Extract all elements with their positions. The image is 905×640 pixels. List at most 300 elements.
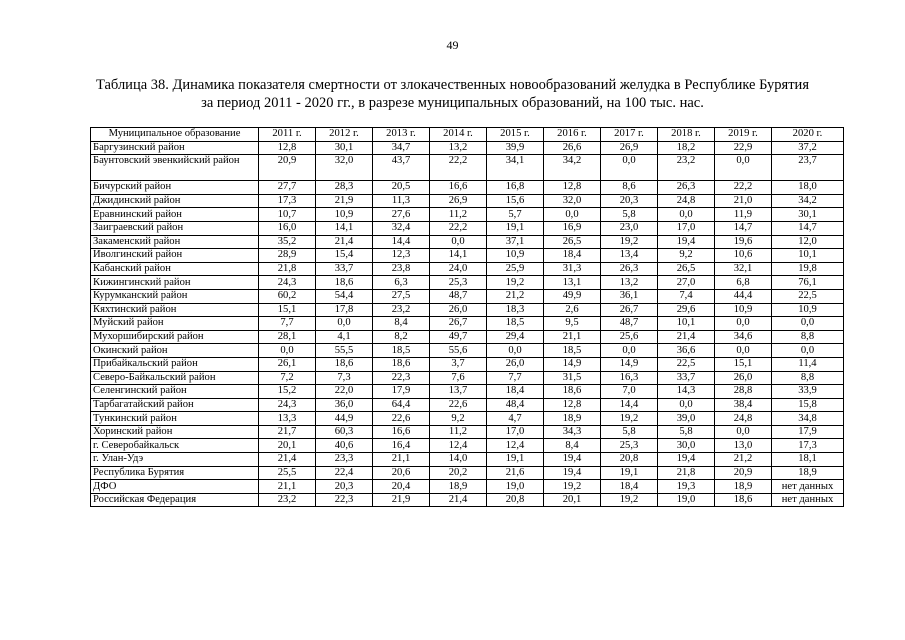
table-row — [91, 194, 844, 208]
mortality-value-cell: 34,1 — [487, 155, 544, 181]
mortality-value-cell: 22,2 — [430, 155, 487, 181]
mortality-value-cell: 19,2 — [601, 412, 658, 426]
mortality-value-cell: 18,4 — [544, 249, 601, 263]
mortality-value-cell: 7,7 — [259, 317, 316, 331]
table-row — [91, 208, 844, 222]
mortality-value-cell: 7,4 — [658, 289, 715, 303]
mortality-value-cell: 39,9 — [487, 141, 544, 155]
column-header-year: 2020 г. — [772, 128, 844, 142]
mortality-value-cell: 23,2 — [259, 493, 316, 507]
mortality-value-cell: 9,2 — [658, 249, 715, 263]
mortality-value-cell: 18,0 — [772, 181, 844, 195]
municipality-name-cell: Республика Бурятия — [91, 466, 259, 480]
mortality-value-cell: 0,0 — [715, 425, 772, 439]
mortality-value-cell: 22,5 — [658, 357, 715, 371]
mortality-value-cell: 26,0 — [715, 371, 772, 385]
mortality-value-cell: 20,3 — [601, 194, 658, 208]
mortality-value-cell: 48,7 — [601, 317, 658, 331]
mortality-value-cell: 5,8 — [601, 425, 658, 439]
mortality-value-cell: 19,2 — [601, 235, 658, 249]
mortality-value-cell: 26,3 — [601, 262, 658, 276]
mortality-value-cell: 48,4 — [487, 398, 544, 412]
mortality-value-cell: 37,1 — [487, 235, 544, 249]
mortality-value-cell: 18,2 — [658, 141, 715, 155]
mortality-value-cell: 13,1 — [544, 276, 601, 290]
table-row — [91, 317, 844, 331]
table-row — [91, 466, 844, 480]
mortality-value-cell: 36,0 — [316, 398, 373, 412]
column-header-year: 2013 г. — [373, 128, 430, 142]
page-number: 49 — [446, 38, 459, 52]
mortality-value-cell: 19,1 — [601, 466, 658, 480]
mortality-value-cell: 18,4 — [487, 385, 544, 399]
mortality-value-cell: 48,7 — [430, 289, 487, 303]
mortality-value-cell: 25,3 — [430, 276, 487, 290]
mortality-value-cell: 14,3 — [658, 385, 715, 399]
mortality-value-cell: 6,8 — [715, 276, 772, 290]
table-caption — [60, 76, 845, 112]
mortality-value-cell: 17,9 — [373, 385, 430, 399]
mortality-value-cell: 14,4 — [601, 398, 658, 412]
mortality-value-cell: 55,6 — [430, 344, 487, 358]
mortality-value-cell: 19,2 — [487, 276, 544, 290]
municipality-name-cell: Закаменский район — [91, 235, 259, 249]
table-row — [91, 330, 844, 344]
table-row — [91, 155, 844, 181]
mortality-value-cell: 22,3 — [373, 371, 430, 385]
mortality-table — [90, 127, 844, 507]
column-header-year: 2014 г. — [430, 128, 487, 142]
municipality-name-cell: Бичурский район — [91, 181, 259, 195]
mortality-value-cell: 21,4 — [430, 493, 487, 507]
mortality-value-cell: 28,9 — [259, 249, 316, 263]
mortality-value-cell: 34,2 — [544, 155, 601, 181]
mortality-value-cell: 32,1 — [715, 262, 772, 276]
mortality-value-cell: 23,2 — [373, 303, 430, 317]
column-header-year: 2018 г. — [658, 128, 715, 142]
mortality-value-cell: 38,4 — [715, 398, 772, 412]
mortality-value-cell: 10,1 — [658, 317, 715, 331]
mortality-value-cell: 8,6 — [601, 181, 658, 195]
caption-line-2: за период 2011 - 2020 гг., в разрезе муниципальных образований, на 100 тыс. нас. — [201, 95, 704, 111]
table-row — [91, 425, 844, 439]
mortality-value-cell: 21,0 — [715, 194, 772, 208]
mortality-value-cell: 5,8 — [658, 425, 715, 439]
mortality-value-cell: 16,3 — [601, 371, 658, 385]
mortality-value-cell: 7,0 — [601, 385, 658, 399]
mortality-value-cell: 13,3 — [259, 412, 316, 426]
mortality-value-cell: 24,3 — [259, 398, 316, 412]
mortality-value-cell: 76,1 — [772, 276, 844, 290]
municipality-name-cell: Кабанский район — [91, 262, 259, 276]
mortality-value-cell: 24,3 — [259, 276, 316, 290]
mortality-value-cell: 18,9 — [715, 480, 772, 494]
municipality-name-cell: Еравнинский район — [91, 208, 259, 222]
mortality-value-cell: 13,0 — [715, 439, 772, 453]
mortality-value-cell: 18,5 — [373, 344, 430, 358]
mortality-value-cell: 22,2 — [430, 221, 487, 235]
mortality-value-cell: 17,9 — [772, 425, 844, 439]
municipality-name-cell: Прибайкальский район — [91, 357, 259, 371]
mortality-value-cell: 18,4 — [601, 480, 658, 494]
mortality-value-cell: 21,8 — [658, 466, 715, 480]
mortality-value-cell: 14,1 — [316, 221, 373, 235]
mortality-value-cell: 2,6 — [544, 303, 601, 317]
mortality-value-cell: 18,6 — [715, 493, 772, 507]
mortality-value-cell: 20,9 — [259, 155, 316, 181]
table-row — [91, 221, 844, 235]
column-header-year: 2019 г. — [715, 128, 772, 142]
mortality-value-cell: 49,9 — [544, 289, 601, 303]
mortality-value-cell: 21,4 — [658, 330, 715, 344]
mortality-value-cell: 28,8 — [715, 385, 772, 399]
mortality-value-cell: 21,4 — [259, 453, 316, 467]
mortality-value-cell: 17,0 — [658, 221, 715, 235]
column-header-year: 2012 г. — [316, 128, 373, 142]
mortality-value-cell: 23,0 — [601, 221, 658, 235]
mortality-value-cell: 19,6 — [715, 235, 772, 249]
table-row — [91, 235, 844, 249]
mortality-value-cell: 10,9 — [715, 303, 772, 317]
municipality-name-cell: Хоринский район — [91, 425, 259, 439]
mortality-value-cell: 6,3 — [373, 276, 430, 290]
mortality-value-cell: 16,4 — [373, 439, 430, 453]
mortality-value-cell: 32,0 — [544, 194, 601, 208]
municipality-name-cell: Тарбагатайский район — [91, 398, 259, 412]
mortality-value-cell: 22,9 — [715, 141, 772, 155]
mortality-value-cell: 11,2 — [430, 208, 487, 222]
mortality-value-cell: 34,8 — [772, 412, 844, 426]
mortality-value-cell: 8,8 — [772, 371, 844, 385]
mortality-value-cell: 12,4 — [487, 439, 544, 453]
mortality-value-cell: 20,5 — [373, 181, 430, 195]
municipality-name-cell: Окинский район — [91, 344, 259, 358]
mortality-value-cell: 22,6 — [373, 412, 430, 426]
mortality-value-cell: 0,0 — [316, 317, 373, 331]
mortality-value-cell: 9,5 — [544, 317, 601, 331]
table-row — [91, 276, 844, 290]
mortality-value-cell: 24,8 — [658, 194, 715, 208]
mortality-value-cell: нет данных — [772, 480, 844, 494]
mortality-value-cell: 20,8 — [487, 493, 544, 507]
mortality-value-cell: 13,7 — [430, 385, 487, 399]
municipality-name-cell: Муйский район — [91, 317, 259, 331]
mortality-value-cell: 14,7 — [772, 221, 844, 235]
mortality-value-cell: 18,1 — [772, 453, 844, 467]
mortality-value-cell: 28,1 — [259, 330, 316, 344]
mortality-value-cell: 40,6 — [316, 439, 373, 453]
mortality-value-cell: 44,4 — [715, 289, 772, 303]
mortality-value-cell: 27,0 — [658, 276, 715, 290]
mortality-value-cell: 0,0 — [601, 155, 658, 181]
table-row — [91, 344, 844, 358]
mortality-value-cell: 23,7 — [772, 155, 844, 181]
mortality-value-cell: 18,6 — [316, 276, 373, 290]
mortality-value-cell: 12,8 — [544, 398, 601, 412]
municipality-name-cell: Иволгинский район — [91, 249, 259, 263]
mortality-value-cell: 20,1 — [259, 439, 316, 453]
mortality-value-cell: 9,2 — [430, 412, 487, 426]
mortality-value-cell: 18,6 — [373, 357, 430, 371]
mortality-value-cell: 4,7 — [487, 412, 544, 426]
column-header-year: 2011 г. — [259, 128, 316, 142]
mortality-value-cell: 16,0 — [259, 221, 316, 235]
municipality-name-cell: Баунтовский эвенкийский район — [91, 155, 259, 181]
mortality-value-cell: 14,4 — [373, 235, 430, 249]
table-row — [91, 385, 844, 399]
mortality-value-cell: 21,9 — [373, 493, 430, 507]
mortality-value-cell: 15,1 — [259, 303, 316, 317]
mortality-value-cell: 21,7 — [259, 425, 316, 439]
mortality-value-cell: 12,0 — [772, 235, 844, 249]
mortality-value-cell: 8,4 — [544, 439, 601, 453]
table-row — [91, 398, 844, 412]
mortality-value-cell: 15,1 — [715, 357, 772, 371]
mortality-value-cell: 27,5 — [373, 289, 430, 303]
mortality-value-cell: 19,0 — [487, 480, 544, 494]
municipality-name-cell: Мухоршибирский район — [91, 330, 259, 344]
mortality-value-cell: 7,2 — [259, 371, 316, 385]
mortality-value-cell: 55,5 — [316, 344, 373, 358]
mortality-value-cell: 0,0 — [259, 344, 316, 358]
municipality-name-cell: Курумканский район — [91, 289, 259, 303]
mortality-value-cell: 20,3 — [316, 480, 373, 494]
mortality-value-cell: 30,1 — [772, 208, 844, 222]
mortality-value-cell: 5,7 — [487, 208, 544, 222]
mortality-value-cell: 19,2 — [601, 493, 658, 507]
municipality-name-cell: Джидинский район — [91, 194, 259, 208]
mortality-value-cell: 21,8 — [259, 262, 316, 276]
mortality-value-cell: 21,2 — [487, 289, 544, 303]
mortality-value-cell: 8,2 — [373, 330, 430, 344]
mortality-value-cell: 26,5 — [544, 235, 601, 249]
mortality-value-cell: 34,2 — [772, 194, 844, 208]
mortality-value-cell: 18,6 — [544, 385, 601, 399]
mortality-value-cell: 20,6 — [373, 466, 430, 480]
mortality-value-cell: 35,2 — [259, 235, 316, 249]
mortality-value-cell: 11,3 — [373, 194, 430, 208]
mortality-value-cell: 19,4 — [544, 466, 601, 480]
mortality-value-cell: 0,0 — [487, 344, 544, 358]
table-row — [91, 453, 844, 467]
table-row — [91, 289, 844, 303]
mortality-value-cell: 16,6 — [430, 181, 487, 195]
mortality-value-cell: 19,0 — [658, 493, 715, 507]
mortality-value-cell: 60,2 — [259, 289, 316, 303]
mortality-value-cell: 28,3 — [316, 181, 373, 195]
mortality-value-cell: 22,0 — [316, 385, 373, 399]
mortality-value-cell: 0,0 — [544, 208, 601, 222]
mortality-value-cell: 16,9 — [544, 221, 601, 235]
mortality-value-cell: 23,8 — [373, 262, 430, 276]
mortality-value-cell: 15,8 — [772, 398, 844, 412]
mortality-value-cell: 4,1 — [316, 330, 373, 344]
mortality-value-cell: 18,9 — [544, 412, 601, 426]
mortality-value-cell: 12,8 — [259, 141, 316, 155]
mortality-value-cell: 21,6 — [487, 466, 544, 480]
municipality-name-cell: Российская Федерация — [91, 493, 259, 507]
mortality-value-cell: 33,7 — [658, 371, 715, 385]
mortality-value-cell: 17,3 — [259, 194, 316, 208]
mortality-value-cell: 13,2 — [601, 276, 658, 290]
mortality-value-cell: 0,0 — [601, 344, 658, 358]
mortality-value-cell: 26,1 — [259, 357, 316, 371]
mortality-value-cell: нет данных — [772, 493, 844, 507]
mortality-value-cell: 26,0 — [430, 303, 487, 317]
mortality-value-cell: 0,0 — [772, 344, 844, 358]
mortality-value-cell: 13,2 — [430, 141, 487, 155]
mortality-value-cell: 20,1 — [544, 493, 601, 507]
mortality-value-cell: 22,5 — [772, 289, 844, 303]
mortality-value-cell: 16,6 — [373, 425, 430, 439]
table-row — [91, 371, 844, 385]
mortality-value-cell: 12,8 — [544, 181, 601, 195]
mortality-value-cell: 12,4 — [430, 439, 487, 453]
mortality-value-cell: 25,3 — [601, 439, 658, 453]
mortality-value-cell: 7,3 — [316, 371, 373, 385]
mortality-value-cell: 20,4 — [373, 480, 430, 494]
municipality-name-cell: ДФО — [91, 480, 259, 494]
mortality-value-cell: 19,4 — [544, 453, 601, 467]
mortality-value-cell: 21,1 — [544, 330, 601, 344]
mortality-value-cell: 24,8 — [715, 412, 772, 426]
mortality-value-cell: 10,9 — [316, 208, 373, 222]
municipality-name-cell: Кяхтинский район — [91, 303, 259, 317]
mortality-value-cell: 8,8 — [772, 330, 844, 344]
mortality-value-cell: 31,3 — [544, 262, 601, 276]
municipality-name-cell: Северо-Байкальский район — [91, 371, 259, 385]
table-row — [91, 480, 844, 494]
mortality-value-cell: 13,4 — [601, 249, 658, 263]
mortality-value-cell: 21,4 — [316, 235, 373, 249]
mortality-value-cell: 37,2 — [772, 141, 844, 155]
mortality-value-cell: 33,7 — [316, 262, 373, 276]
mortality-value-cell: 19,4 — [658, 235, 715, 249]
mortality-value-cell: 23,3 — [316, 453, 373, 467]
mortality-value-cell: 17,0 — [487, 425, 544, 439]
municipality-name-cell: г. Северобайкальск — [91, 439, 259, 453]
mortality-value-cell: 10,7 — [259, 208, 316, 222]
caption-line-1: Таблица 38. Динамика показателя смертности от злокачественных новообразований желудка в Республике Бурятия — [96, 77, 809, 93]
mortality-value-cell: 10,6 — [715, 249, 772, 263]
mortality-value-cell: 14,9 — [544, 357, 601, 371]
mortality-value-cell: 12,3 — [373, 249, 430, 263]
mortality-value-cell: 23,2 — [658, 155, 715, 181]
mortality-value-cell: 0,0 — [715, 344, 772, 358]
mortality-value-cell: 31,5 — [544, 371, 601, 385]
table-row — [91, 141, 844, 155]
mortality-value-cell: 22,3 — [316, 493, 373, 507]
mortality-value-cell: 20,9 — [715, 466, 772, 480]
mortality-value-cell: 60,3 — [316, 425, 373, 439]
mortality-value-cell: 18,5 — [544, 344, 601, 358]
mortality-value-cell: 19,4 — [658, 453, 715, 467]
table-row — [91, 249, 844, 263]
municipality-name-cell: г. Улан-Удэ — [91, 453, 259, 467]
mortality-value-cell: 26,3 — [658, 181, 715, 195]
mortality-value-cell: 11,2 — [430, 425, 487, 439]
mortality-value-cell: 24,0 — [430, 262, 487, 276]
mortality-value-cell: 8,4 — [373, 317, 430, 331]
mortality-value-cell: 0,0 — [715, 317, 772, 331]
mortality-value-cell: 5,8 — [601, 208, 658, 222]
mortality-value-cell: 34,6 — [715, 330, 772, 344]
mortality-value-cell: 21,2 — [715, 453, 772, 467]
municipality-name-cell: Селенгинский район — [91, 385, 259, 399]
mortality-value-cell: 20,2 — [430, 466, 487, 480]
municipality-name-cell: Кижингинский район — [91, 276, 259, 290]
mortality-value-cell: 39,0 — [658, 412, 715, 426]
table-row — [91, 493, 844, 507]
mortality-value-cell: 0,0 — [772, 317, 844, 331]
column-header-year: 2017 г. — [601, 128, 658, 142]
mortality-value-cell: 14,7 — [715, 221, 772, 235]
column-header-year: 2016 г. — [544, 128, 601, 142]
mortality-value-cell: 49,7 — [430, 330, 487, 344]
mortality-value-cell: 34,3 — [544, 425, 601, 439]
mortality-value-cell: 19,8 — [772, 262, 844, 276]
table-row — [91, 181, 844, 195]
mortality-value-cell: 17,8 — [316, 303, 373, 317]
mortality-value-cell: 16,8 — [487, 181, 544, 195]
mortality-value-cell: 26,7 — [601, 303, 658, 317]
mortality-value-cell: 17,3 — [772, 439, 844, 453]
mortality-value-cell: 36,6 — [658, 344, 715, 358]
mortality-value-cell: 14,1 — [430, 249, 487, 263]
mortality-value-cell: 25,9 — [487, 262, 544, 276]
table-body — [91, 141, 844, 507]
mortality-value-cell: 26,9 — [430, 194, 487, 208]
mortality-value-cell: 10,9 — [487, 249, 544, 263]
mortality-value-cell: 18,9 — [430, 480, 487, 494]
mortality-value-cell: 7,7 — [487, 371, 544, 385]
mortality-value-cell: 0,0 — [658, 398, 715, 412]
mortality-value-cell: 26,0 — [487, 357, 544, 371]
mortality-value-cell: 3,7 — [430, 357, 487, 371]
column-header-municipality: Муниципальное образование — [91, 128, 259, 142]
municipality-name-cell: Баргузинский район — [91, 141, 259, 155]
mortality-value-cell: 43,7 — [373, 155, 430, 181]
mortality-value-cell: 27,6 — [373, 208, 430, 222]
mortality-value-cell: 10,9 — [772, 303, 844, 317]
mortality-value-cell: 26,6 — [544, 141, 601, 155]
mortality-value-cell: 18,5 — [487, 317, 544, 331]
table-row — [91, 357, 844, 371]
mortality-value-cell: 19,1 — [487, 453, 544, 467]
mortality-value-cell: 25,6 — [601, 330, 658, 344]
table-header — [91, 128, 844, 142]
mortality-value-cell: 15,2 — [259, 385, 316, 399]
municipality-name-cell: Тункинский район — [91, 412, 259, 426]
municipality-name-cell: Заиграевский район — [91, 221, 259, 235]
mortality-value-cell: 30,0 — [658, 439, 715, 453]
mortality-value-cell: 10,1 — [772, 249, 844, 263]
mortality-value-cell: 18,3 — [487, 303, 544, 317]
table-row — [91, 262, 844, 276]
mortality-value-cell: 22,2 — [715, 181, 772, 195]
mortality-value-cell: 27,7 — [259, 181, 316, 195]
mortality-value-cell: 64,4 — [373, 398, 430, 412]
mortality-value-cell: 26,5 — [658, 262, 715, 276]
table-row — [91, 412, 844, 426]
mortality-value-cell: 26,7 — [430, 317, 487, 331]
mortality-value-cell: 34,7 — [373, 141, 430, 155]
mortality-value-cell: 32,0 — [316, 155, 373, 181]
mortality-value-cell: 0,0 — [430, 235, 487, 249]
mortality-value-cell: 7,6 — [430, 371, 487, 385]
mortality-value-cell: 33,9 — [772, 385, 844, 399]
mortality-value-cell: 15,6 — [487, 194, 544, 208]
